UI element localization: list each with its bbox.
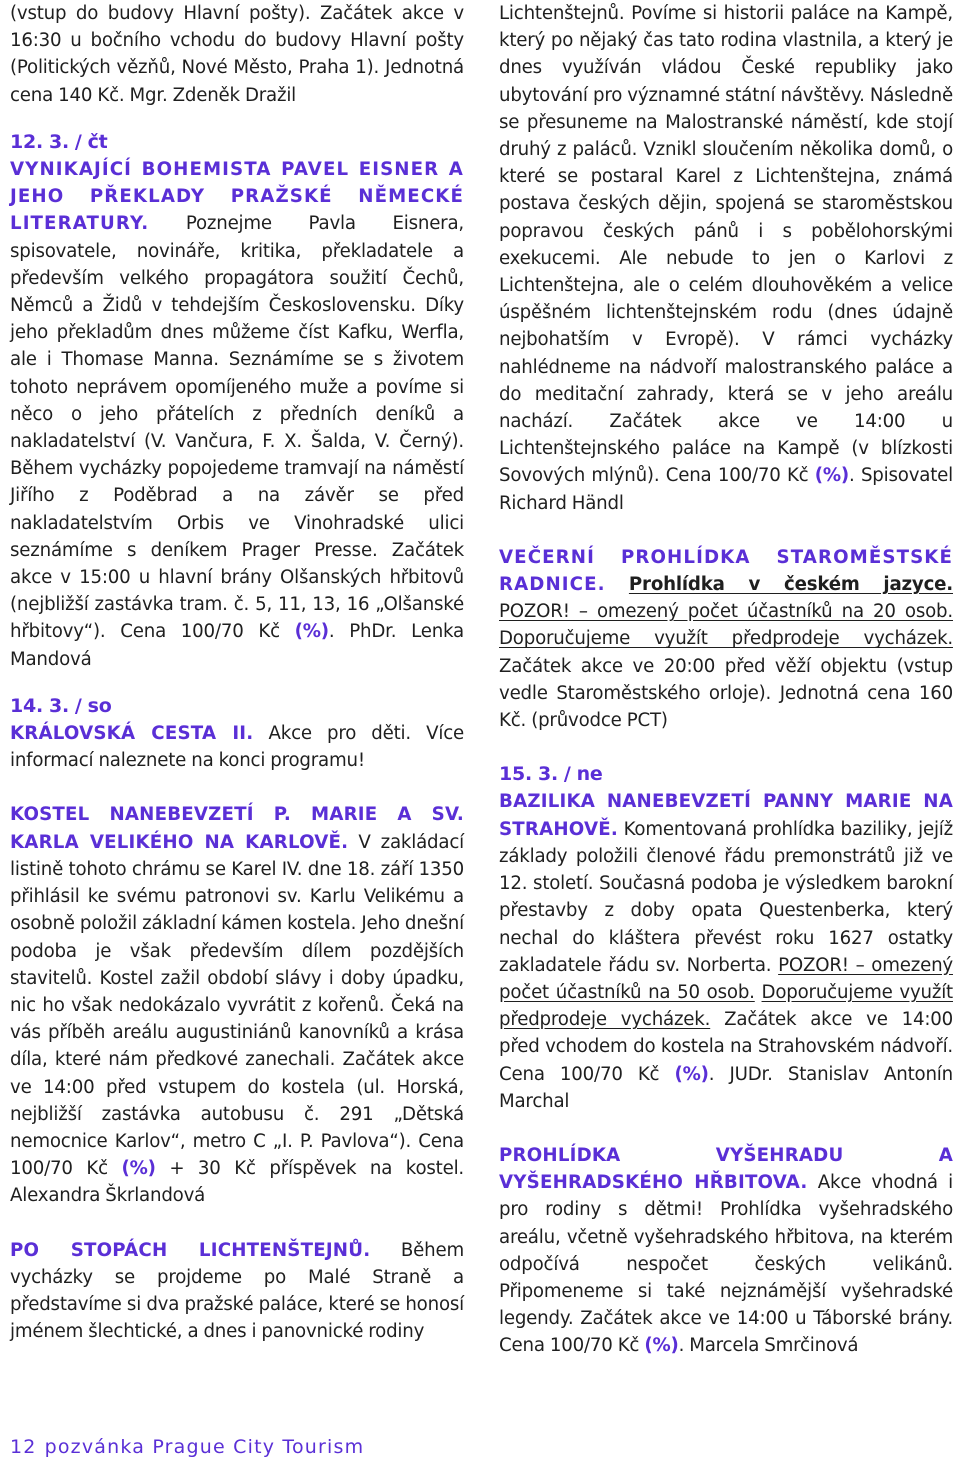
discount-mark: (%): [674, 1063, 709, 1085]
discount-mark: (%): [121, 1158, 156, 1180]
event-vysehrad: PROHLÍDKA VYŠEHRADU A VYŠEHRADSKÉHO HŘBITOVA. Akce vhodná i pro rodiny s dětmi! Prohlídka vyšehradského areálu, včetně vyšehradského hřbitova, na kterém odpočívá nespočet českých velikánů. Připomeneme si také nejznámější vyšehradské legendy. Začátek akce ve 14:00 u Táborské brány. Cena 100/70 Kč (%). Marcela Smrčinová: [499, 1144, 953, 1357]
discount-mark: (%): [294, 621, 329, 643]
event-title: PO STOPÁCH LICHTENŠTEJNŮ.: [10, 1239, 371, 1261]
czech-language-note: Prohlídka v českém jazyce.: [628, 574, 953, 596]
page-number: 12: [10, 1436, 37, 1458]
event-karlov-church: KOSTEL NANEBEVZETÍ P. MARIE A SV. KARLA VELIKÉHO NA KARLOVĚ. V zakládací listině tohoto chrámu se Karel IV. dne 18. září 1350 přihlásil ke svému patronovi sv. Karlu Velikému a osobně položil základní kámen kostela. Jeho dnešní podoba je však především dílem pozdějších stavitelů. Kostel zažil období slávy i doby úpadku, nic ho však nedokázalo vyvrátit z kořenů. Čeká na vás příběh areálu augustiniánů kanovníků a krása díla, které nám předkové zanechali. Začátek akce ve 14:00 před vstupem do kostela (ul. Horská, nejbližší zastávka autobusu č. 291 „Dětská nemocnice Karlov“, metro C „I. P. Pavlova“). Cena 100/70 Kč (%) + 30 Kč příspěvek na kostel. Alexandra Škrlandová: [10, 804, 465, 1207]
left-column: [10, 0, 464, 1345]
event-strahov-basilica: BAZILIKA NANEBEVZETÍ PANNY MARIE NA STRAHOVĚ. Komentovaná prohlídka baziliky, jejíž základy položili členové řádu premonstrátů již ve 12. století. Současná podoba je výsledkem barokní přestavby z doby opata Questenberka, který nechal do kláštera převést roku 1627 ostatky zakladatele řádu sv. Norberta. POZOR! – omezený počet účastníků na 50 osob. Doporučujeme využít předprodeje vycházek. Začátek akce ve 14:00 před vchodem do kostela na Strahovském nádvoří. Cena 100/70 Kč (%). JUDr. Stanislav Antonín Marchal: [499, 791, 953, 1112]
event-liechtenstein-continued: Lichtenštejnů. Povíme si historii paláce na Kampě, který po nějaký čas tato rodina vlastnila, a který je dnes využíván vládou České republiky jako ubytování pro významné státní návštěvy. Následně se přesuneme na Malostranské náměstí, kde stojí druhý z paláců. Vznikl sloučením několika domů, o které se postaral Karel z Lichtenštejna, známá postava českých dějin, spojená se staroměstskou popravou českých pánů i s pobělohorskými exekucemi. Ale nebude to jen o Karlovi z Lichtenštejna, ale o celém dlouhověkém a velice úspěšném lichtenštejnském rodu (dnes údajně nejbohatším v Evropě). V rámci vycházky nahlédneme na nádvoří malostranského paláce a do meditační zahrady, která se v jeho areálu nachází. Začátek akce ve 14:00 u Lichtenštejnského paláce na Kampě (v blízkosti Sovových mlýnů). Cena 100/70 Kč (%). Spisovatel Richard Händl: [499, 3, 953, 514]
event-title: VEČERNÍ PROHLÍDKA STAROMĚSTSKÉ RADNICE.: [499, 546, 953, 596]
right-column: [499, 0, 953, 1360]
event-title: VYNIKAJÍCÍ BOHEMISTA PAVEL EISNER A JEHO PŘEKLADY PRAŽSKÉ NĚMECKÉ LITERATURY.: [10, 159, 464, 235]
discount-mark: (%): [644, 1335, 679, 1357]
event-date: 14. 3. / so: [10, 694, 112, 717]
event-date: 12. 3. / čt: [10, 130, 108, 153]
presale-recommendation: Doporučujeme využít předprodeje vycházek.: [499, 628, 953, 650]
event-title: KOSTEL NANEBEVZETÍ P. MARIE A SV. KARLA VELIKÉHO NA KARLOVĚ.: [10, 804, 464, 853]
event-title: BAZILIKA NANEBEVZETÍ PANNY MARIE NA STRAHOVĚ.: [499, 791, 953, 840]
event-title: KRÁLOVSKÁ CESTA II.: [10, 723, 254, 745]
intro-paragraph: (vstup do budovy Hlavní pošty). Začátek akce v 16:30 u bočního vchodu do budovy Hlavní pošty (Politických vězňů, Nové Město, Praha 1). Jednotná cena 140 Kč. Mgr. Zdeněk Dražil: [10, 3, 464, 106]
event-eisner: VYNIKAJÍCÍ BOHEMISTA PAVEL EISNER A JEHO PŘEKLADY PRAŽSKÉ NĚMECKÉ LITERATURY. Poznejme Pavla Eisnera, spisovatele, novináře, kritika, překladatele a především velkého propagátora soužití Čechů, Němců a Židů v tehdejším Československu. Díky jeho překladům dnes můžeme číst Kafku, Werfla, ale i Thomase Manna. Seznámíme se s životem tohoto neprávem opomíjeného muže a povíme si něco o jeho přátelích z předních deníků a nakladatelství (V. Vančura, F. X. Šalda, V. Černý). Během vycházky popojedeme tramvají na náměstí Jiřího z Poděbrad a na závěr se před nakladatelstvím Orbis ve Vinohradské ulici seznámíme s deníkem Prager Presse. Začátek akce v 15:00 u hlavní brány Olšanských hřbitovů (nejbližší zastávka tram. č. 5, 11, 13, 16 „Olšanské hřbitovy“). Cena 100/70 Kč (%). PhDr. Lenka Mandová: [10, 159, 465, 670]
page-footer: [10, 1436, 364, 1458]
event-royal-route: KRÁLOVSKÁ CESTA II. Akce pro děti. Více informací naleznete na konci programu!: [10, 723, 464, 772]
publication-name: pozvánka Prague City Tourism: [44, 1436, 365, 1458]
event-liechtenstein: PO STOPÁCH LICHTENŠTEJNŮ. Během vycházky se projdeme po Malé Straně a představíme si dva pražské paláce, které se honosí jménem šlechtické, a dnes i panovnické rodiny: [10, 1239, 464, 1343]
discount-mark: (%): [814, 465, 850, 487]
event-date: 15. 3. / ne: [499, 763, 603, 786]
event-title: PROHLÍDKA VYŠEHRADU A VYŠEHRADSKÉHO HŘBITOVA.: [499, 1144, 953, 1194]
capacity-warning: POZOR! – omezený počet účastníků na 20 osob.: [499, 601, 953, 623]
presale-recommendation: Doporučujeme využít předprodeje vycházek.: [499, 981, 953, 1031]
event-old-town-hall: VEČERNÍ PROHLÍDKA STAROMĚSTSKÉ RADNICE. Prohlídka v českém jazyce. POZOR! – omezený počet účastníků na 20 osob. Doporučujeme využít předprodeje vycházek. Začátek akce ve 20:00 před věží objektu (vstup vedle Staroměstského orloje). Jednotná cena 160 Kč. (průvodce PCT): [499, 546, 953, 732]
capacity-warning: POZOR! – omezený počet účastníků na 50 osob.: [499, 954, 953, 1003]
